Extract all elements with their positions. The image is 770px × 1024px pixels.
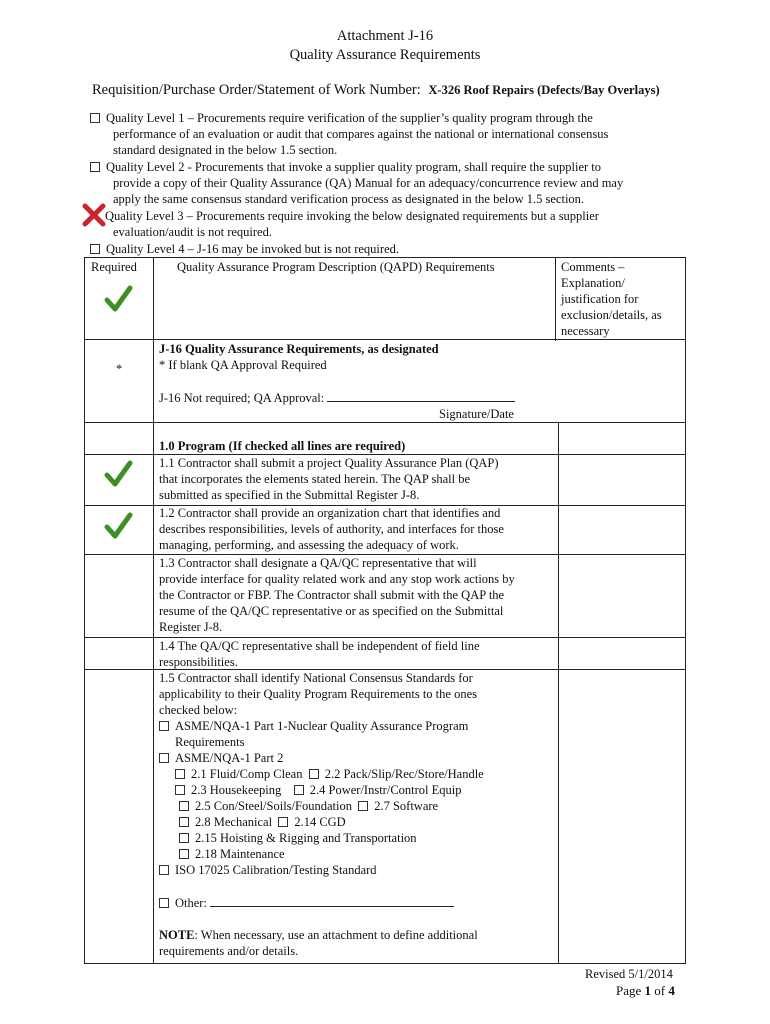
item-1-2: 1.2 Contractor shall provide an organization chart that identifies and describes responsibilities, levels of authority, and interfaces for those managing, performing, and assessing the adequacy of work.	[159, 506, 504, 552]
j16-title: J-16 Quality Assurance Requirements, as designated	[159, 342, 439, 356]
subpart-row: 2.15 Hoisting & Rigging and Transportation	[159, 830, 484, 846]
page-number: Page 1 of 4	[616, 983, 675, 998]
item-1-4: 1.4 The QA/QC representative shall be independent of field line responsibilities.	[159, 639, 480, 669]
checkbox-other[interactable]	[159, 898, 169, 908]
other-option: Other:	[159, 894, 484, 911]
revised-date: Revised 5/1/2014	[585, 967, 673, 981]
checkbox-nqa1-part1[interactable]	[159, 721, 169, 731]
checkbox-2-4[interactable]	[294, 785, 304, 795]
j16-note: * If blank QA Approval Required	[159, 358, 327, 372]
item-1-1: 1.1 Contractor shall submit a project Quality Assurance Plan (QAP) that incorporates the elements stated herein. The QAP shall be submitted as specified in the Submittal Register J-8.	[159, 456, 499, 502]
item-1-3: 1.3 Contractor shall designate a QA/QC representative that will provide interface for quality related work and any stop work actions by the Contractor or FBP. The Contractor shall submit with the QAP the resume of the QA/QC representative or as specified on the Submittal Register J-8.	[159, 556, 515, 634]
requisition-line	[92, 82, 660, 99]
iso-option: ISO 17025 Calibration/Testing Standard	[159, 862, 484, 878]
other-input-field[interactable]	[210, 894, 454, 907]
col-divider-1	[153, 257, 154, 964]
col-qapd-header: Quality Assurance Program Description (QAPD) Requirements	[177, 260, 495, 274]
subpart-row: 2.3 Housekeeping 2.4 Power/Instr/Control Equip	[159, 782, 484, 798]
table-bottom-border	[84, 963, 686, 964]
checkbox-2-8[interactable]	[179, 817, 189, 827]
note-line-2: requirements and/or details.	[159, 944, 299, 958]
nqa1-part2-option: ASME/NQA-1 Part 2	[159, 750, 484, 766]
checkbox-iso[interactable]	[159, 865, 169, 875]
table-top-border	[84, 257, 686, 258]
col-required-header: Required	[91, 260, 137, 274]
checkbox-2-18[interactable]	[179, 849, 189, 859]
subpart-row: 2.8 Mechanical 2.14 CGD	[159, 814, 484, 830]
checkbox-2-5[interactable]	[179, 801, 189, 811]
document-title: Quality Assurance Requirements	[289, 47, 481, 63]
row-border	[84, 422, 686, 423]
qa-approval-signature-field[interactable]	[327, 389, 515, 402]
row-border	[84, 339, 686, 340]
quality-level-3: Quality Level 3 – Procurements require invoking the below designated requirements but a supplier evaluation/audit is not required.	[105, 209, 599, 239]
item-1-5: 1.5 Contractor shall identify National Consensus Standards for applicability to their Quality Program Requirements to the ones checked below: ASME/NQA-1 Part 1-Nuclear Quality Assurance Program Requirements ASME/NQA-1 Part 2 2.1 Fluid/Comp Clean 2.2 Pack/Slip/Rec/Store/Handle 2.3 Housekeeping 2.4 Power/Instr/Control Equip 2.5 Con/Steel/Soils/Foundation 2.7 Software 2.8 Mechanical 2.14 CGD 2.15 Hoisting & Rigging and Transportation 2.18 Maintenance ISO 17025 Calibration/Testing Standard Other: NOTE: When necessary, use an attachment to define additional requirements and/or details.	[159, 671, 484, 958]
col-divider-2-top	[555, 257, 556, 341]
asterisk-marker: *	[116, 362, 123, 376]
checkbox-level-2[interactable]	[90, 162, 100, 172]
quality-level-4: Quality Level 4 – J-16 may be invoked but is not required.	[90, 241, 399, 257]
checkbox-2-1[interactable]	[175, 769, 185, 779]
check-icon[interactable]	[103, 284, 133, 314]
col-comments-header: Comments – Explanation/ justification for exclusion/details, as necessary	[561, 260, 662, 338]
quality-level-1: Quality Level 1 – Procurements require verification of the supplier’s quality program through the performance of an evaluation or audit that compares against the national or international consensus standard designated in the below 1.5 section.	[90, 110, 608, 158]
col-divider-2-bottom	[558, 422, 559, 964]
j16-section	[159, 341, 515, 422]
subpart-row: 2.18 Maintenance	[159, 846, 484, 862]
checkbox-2-3[interactable]	[175, 785, 185, 795]
subpart-row: 2.1 Fluid/Comp Clean 2.2 Pack/Slip/Rec/Store/Handle	[159, 766, 484, 782]
checkbox-2-7[interactable]	[358, 801, 368, 811]
x-mark-icon[interactable]	[82, 203, 106, 227]
requisition-value: X-326 Roof Repairs (Defects/Bay Overlays)	[428, 83, 660, 97]
checkbox-level-1[interactable]	[90, 113, 100, 123]
requisition-label: Requisition/Purchase Order/Statement of Work Number:	[92, 82, 421, 98]
table-left-border	[84, 257, 85, 964]
check-icon[interactable]	[103, 459, 133, 489]
subpart-row: 2.5 Con/Steel/Soils/Foundation 2.7 Software	[159, 798, 484, 814]
checkbox-2-2[interactable]	[309, 769, 319, 779]
note-line: NOTE: When necessary, use an attachment to define additional	[159, 928, 478, 942]
attachment-title: Attachment J-16	[336, 28, 434, 44]
nqa1-part1-option: ASME/NQA-1 Part 1-Nuclear Quality Assurance Program	[159, 718, 484, 734]
checkbox-2-14[interactable]	[278, 817, 288, 827]
signature-date-label: Signature/Date	[439, 407, 514, 421]
table-right-border	[685, 257, 686, 964]
check-icon[interactable]	[103, 511, 133, 541]
program-title: 1.0 Program (If checked all lines are required)	[159, 439, 406, 453]
quality-level-2: Quality Level 2 - Procurements that invoke a supplier quality program, shall require the supplier to provide a copy of their Quality Assurance (QA) Manual for an adequacy/concurrence review and may apply the same consensus standard verification process as designated in the below 1.5 section.	[90, 159, 623, 207]
checkbox-nqa1-part2[interactable]	[159, 753, 169, 763]
checkbox-level-4[interactable]	[90, 244, 100, 254]
j16-not-required: J-16 Not required; QA Approval:	[159, 389, 515, 406]
checkbox-2-15[interactable]	[179, 833, 189, 843]
